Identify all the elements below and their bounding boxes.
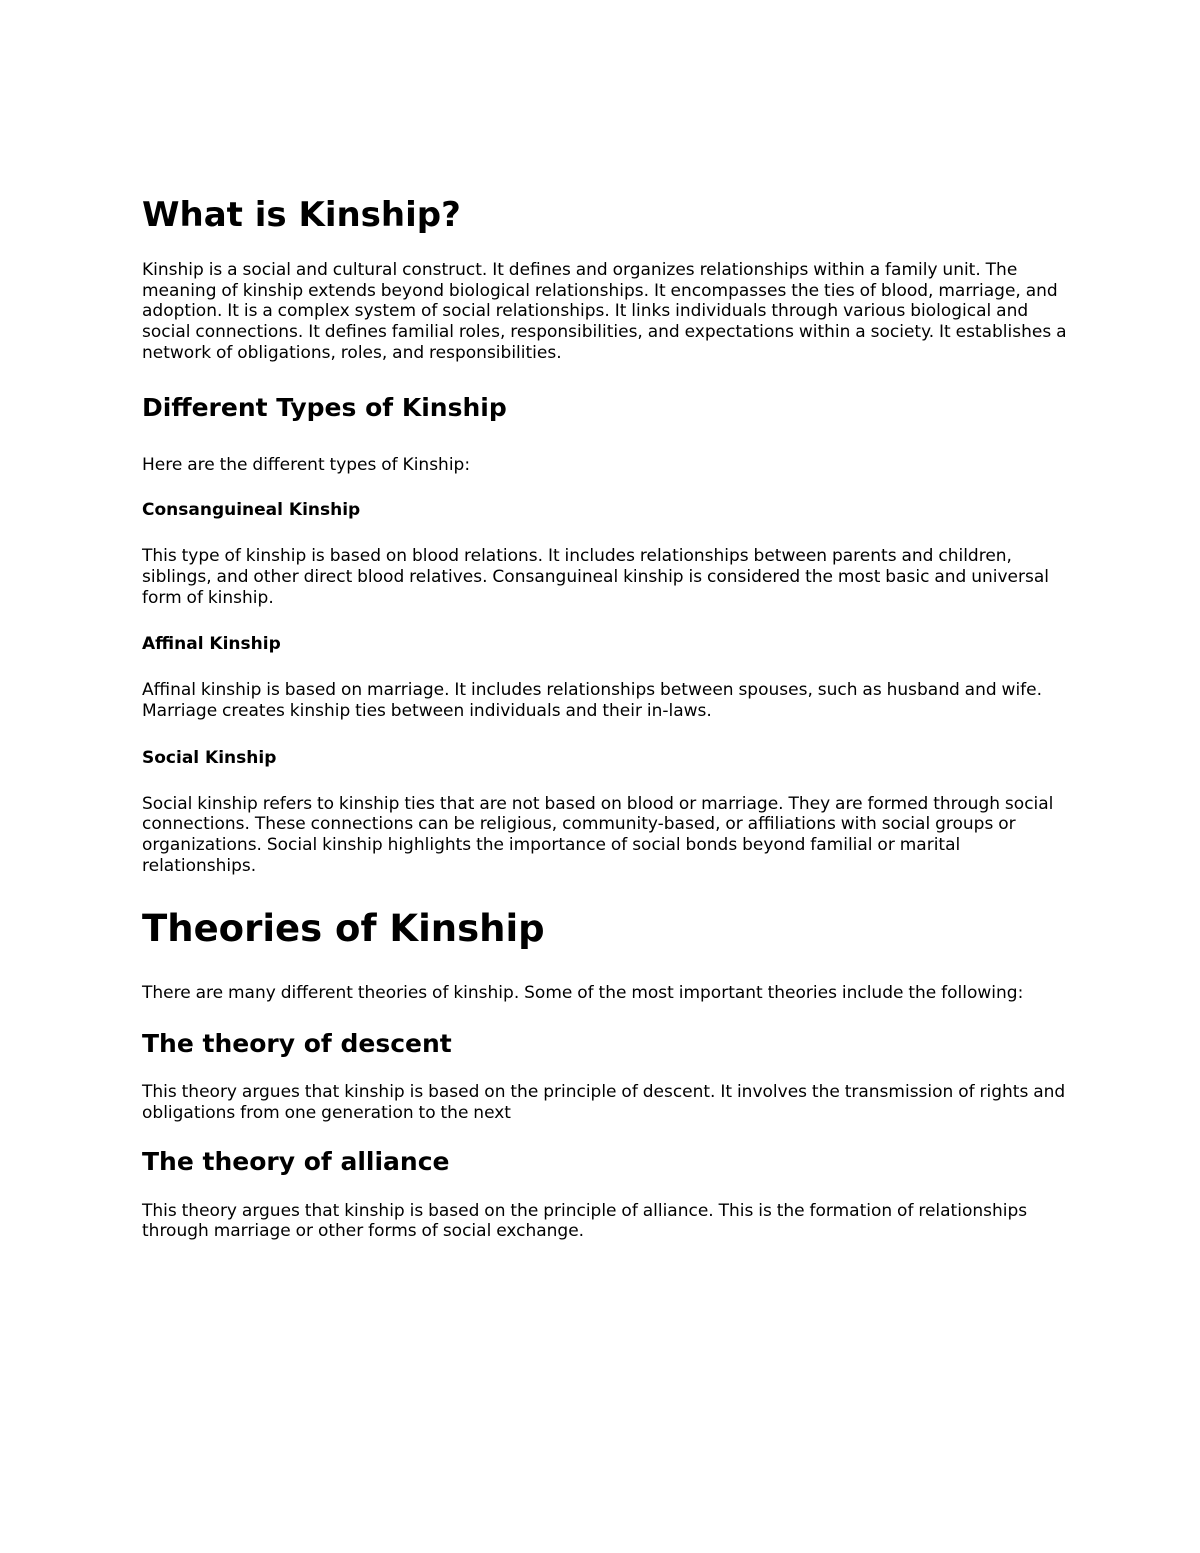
affinal-heading: Affinal Kinship [142,634,281,655]
types-heading: Different Types of Kinship [142,392,507,422]
types-intro-paragraph: Here are the different types of Kinship: [142,454,471,475]
social-paragraph: Social kinship refers to kinship ties that are not based on blood or marriage. They are formed through social connections. These connections can be religious, community-based, or affiliations with social groups or organizations. Social kinship highlights the importance of social bonds beyond familial or marital relationships. [142,793,1054,876]
page-title: What is Kinship? [142,195,461,235]
theories-intro-paragraph: There are many different theories of kinship. Some of the most important theories include the following: [142,982,1024,1003]
theories-heading: Theories of Kinship [142,906,545,950]
alliance-heading: The theory of alliance [142,1146,450,1176]
consanguineal-paragraph: This type of kinship is based on blood relations. It includes relationships between parents and children, siblings, and other direct blood relatives. Consanguineal kinship is considered the most basic and universal form of kinship. [142,546,1049,608]
alliance-paragraph: This theory argues that kinship is based on the principle of alliance. This is the formation of relationships through marriage or other forms of social exchange. [142,1200,1028,1242]
consanguineal-heading: Consanguineal Kinship [142,500,361,521]
document-page [142,190,1072,1242]
social-heading: Social Kinship [142,747,277,768]
descent-heading: The theory of descent [142,1029,452,1059]
intro-paragraph: Kinship is a social and cultural construct. It defines and organizes relationships within a family unit. The meaning of kinship extends beyond biological relationships. It encompasses the ties of blood, marriage, and adoption. It is a complex system of social relationships. It links individuals through various biological and social connections. It defines familial roles, responsibilities, and expectations within a society. It establishes a network of obligations, roles, and responsibilities. [142,260,1067,363]
affinal-paragraph: Affinal kinship is based on marriage. It includes relationships between spouses, such as husband and wife. Marriage creates kinship ties between individuals and their in-laws. [142,680,1043,722]
descent-paragraph: This theory argues that kinship is based on the principle of descent. It involves the transmission of rights and obligations from one generation to the next [142,1082,1066,1123]
